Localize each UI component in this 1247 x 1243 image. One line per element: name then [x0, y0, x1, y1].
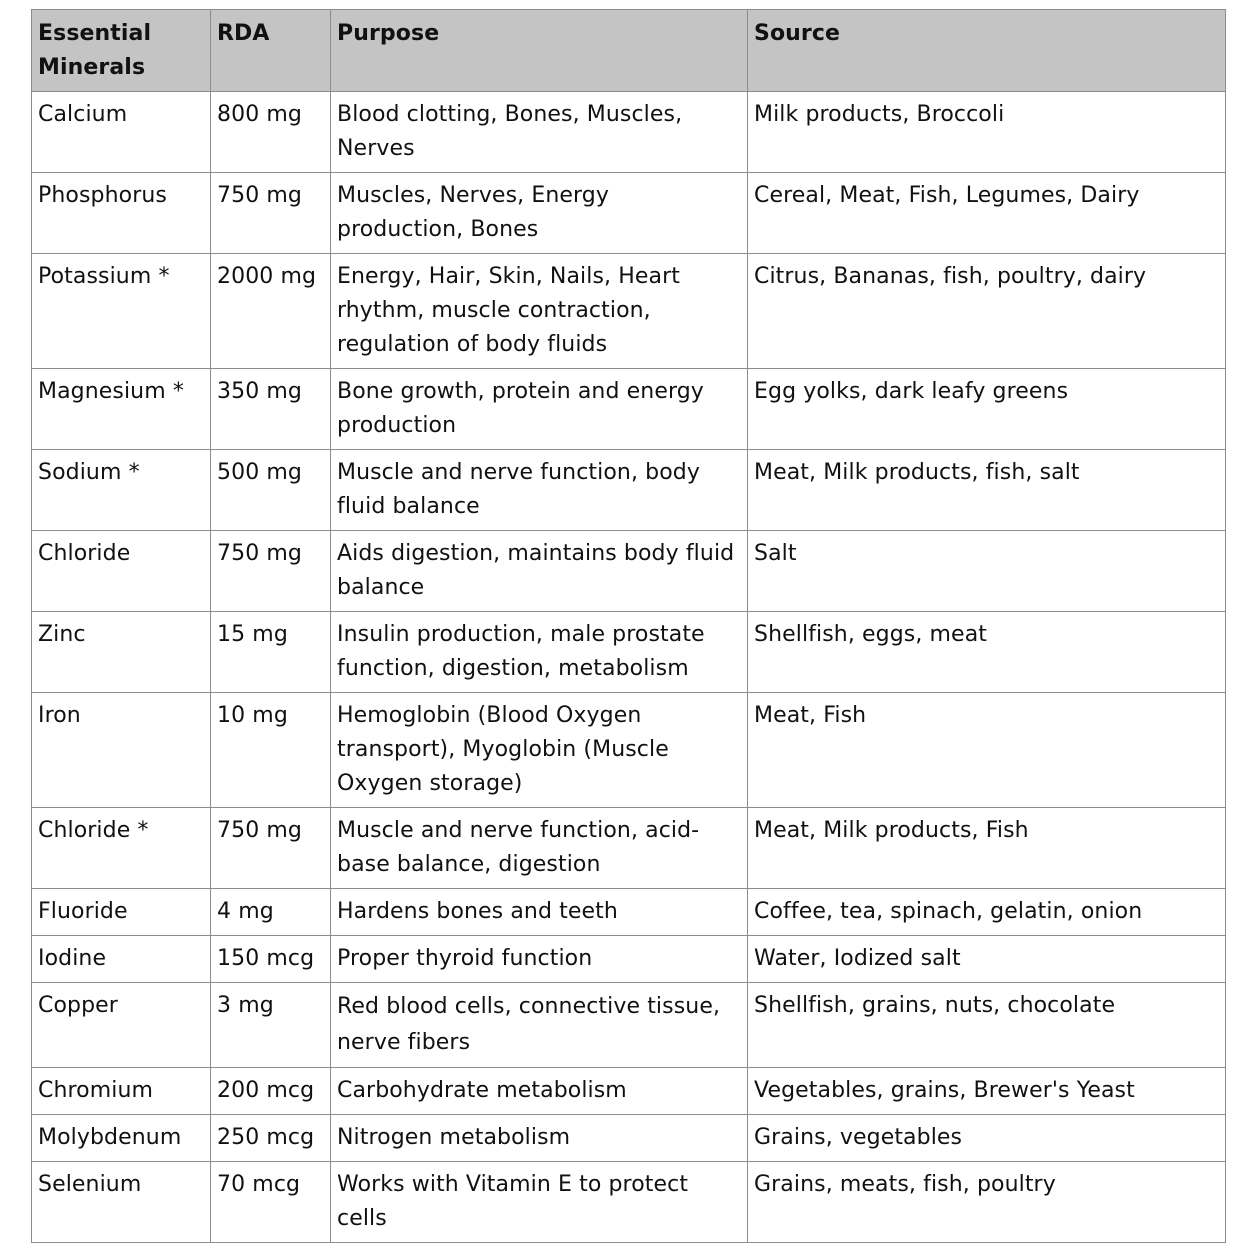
- table-row: [32, 254, 1226, 369]
- header-rda: RDA: [211, 10, 331, 92]
- rda-cell: 500 mg: [211, 450, 331, 531]
- purpose-cell: Works with Vitamin E to protect cells: [331, 1162, 748, 1243]
- mineral-cell: Phosphorus: [32, 173, 211, 254]
- purpose-cell: Muscle and nerve function, acid-base balance, digestion: [331, 808, 748, 889]
- purpose-cell: Muscle and nerve function, body fluid balance: [331, 450, 748, 531]
- table-row: [32, 1068, 1226, 1115]
- table-row: [32, 369, 1226, 450]
- mineral-cell: Molybdenum: [32, 1115, 211, 1162]
- purpose-cell: Hardens bones and teeth: [331, 889, 748, 936]
- rda-cell: 70 mcg: [211, 1162, 331, 1243]
- purpose-cell: Red blood cells, connective tissue, nerve fibers: [331, 983, 748, 1068]
- rda-cell: 200 mcg: [211, 1068, 331, 1115]
- purpose-cell: Blood clotting, Bones, Muscles, Nerves: [331, 92, 748, 173]
- mineral-cell: Fluoride: [32, 889, 211, 936]
- mineral-cell: Magnesium *: [32, 369, 211, 450]
- rda-cell: 750 mg: [211, 808, 331, 889]
- source-cell: Citrus, Bananas, fish, poultry, dairy: [748, 254, 1226, 369]
- table-row: [32, 889, 1226, 936]
- purpose-cell: Aids digestion, maintains body fluid balance: [331, 531, 748, 612]
- table-row: [32, 1162, 1226, 1243]
- rda-cell: 250 mcg: [211, 1115, 331, 1162]
- rda-cell: 4 mg: [211, 889, 331, 936]
- table-body: [32, 92, 1226, 1243]
- source-cell: Cereal, Meat, Fish, Legumes, Dairy: [748, 173, 1226, 254]
- mineral-cell: Sodium *: [32, 450, 211, 531]
- header-row: [32, 10, 1226, 92]
- rda-cell: 10 mg: [211, 693, 331, 808]
- purpose-cell: Proper thyroid function: [331, 936, 748, 983]
- table-header: [32, 10, 1226, 92]
- header-source: Source: [748, 10, 1226, 92]
- mineral-cell: Potassium *: [32, 254, 211, 369]
- table-row: [32, 173, 1226, 254]
- header-purpose: Purpose: [331, 10, 748, 92]
- table-row: [32, 612, 1226, 693]
- table-row: [32, 450, 1226, 531]
- mineral-cell: Iron: [32, 693, 211, 808]
- table-row: [32, 808, 1226, 889]
- source-cell: Milk products, Broccoli: [748, 92, 1226, 173]
- rda-cell: 3 mg: [211, 983, 331, 1068]
- mineral-cell: Chloride *: [32, 808, 211, 889]
- rda-cell: 750 mg: [211, 531, 331, 612]
- rda-cell: 750 mg: [211, 173, 331, 254]
- source-cell: Shellfish, eggs, meat: [748, 612, 1226, 693]
- mineral-cell: Iodine: [32, 936, 211, 983]
- mineral-cell: Copper: [32, 983, 211, 1068]
- rda-cell: 350 mg: [211, 369, 331, 450]
- table-row: [32, 936, 1226, 983]
- table-row: [32, 531, 1226, 612]
- source-cell: Coffee, tea, spinach, gelatin, onion: [748, 889, 1226, 936]
- mineral-cell: Chloride: [32, 531, 211, 612]
- source-cell: Water, Iodized salt: [748, 936, 1226, 983]
- source-cell: Meat, Milk products, fish, salt: [748, 450, 1226, 531]
- source-cell: Salt: [748, 531, 1226, 612]
- source-cell: Shellfish, grains, nuts, chocolate: [748, 983, 1226, 1068]
- source-cell: Grains, meats, fish, poultry: [748, 1162, 1226, 1243]
- purpose-cell: Hemoglobin (Blood Oxygen transport), Myoglobin (Muscle Oxygen storage): [331, 693, 748, 808]
- source-cell: Vegetables, grains, Brewer's Yeast: [748, 1068, 1226, 1115]
- purpose-cell: Bone growth, protein and energy production: [331, 369, 748, 450]
- mineral-cell: Selenium: [32, 1162, 211, 1243]
- purpose-cell: Energy, Hair, Skin, Nails, Heart rhythm, muscle contraction, regulation of body fluids: [331, 254, 748, 369]
- minerals-table: [31, 9, 1226, 1243]
- header-essential-minerals: Essential Minerals: [32, 10, 211, 92]
- table-row: [32, 693, 1226, 808]
- rda-cell: 2000 mg: [211, 254, 331, 369]
- mineral-cell: Calcium: [32, 92, 211, 173]
- rda-cell: 150 mcg: [211, 936, 331, 983]
- mineral-cell: Zinc: [32, 612, 211, 693]
- purpose-cell: Muscles, Nerves, Energy production, Bones: [331, 173, 748, 254]
- mineral-cell: Chromium: [32, 1068, 211, 1115]
- rda-cell: 15 mg: [211, 612, 331, 693]
- source-cell: Meat, Milk products, Fish: [748, 808, 1226, 889]
- table-row: [32, 92, 1226, 173]
- source-cell: Egg yolks, dark leafy greens: [748, 369, 1226, 450]
- source-cell: Grains, vegetables: [748, 1115, 1226, 1162]
- purpose-cell: Nitrogen metabolism: [331, 1115, 748, 1162]
- source-cell: Meat, Fish: [748, 693, 1226, 808]
- table-row: [32, 983, 1226, 1068]
- purpose-cell: Carbohydrate metabolism: [331, 1068, 748, 1115]
- rda-cell: 800 mg: [211, 92, 331, 173]
- purpose-cell: Insulin production, male prostate function, digestion, metabolism: [331, 612, 748, 693]
- table-row: [32, 1115, 1226, 1162]
